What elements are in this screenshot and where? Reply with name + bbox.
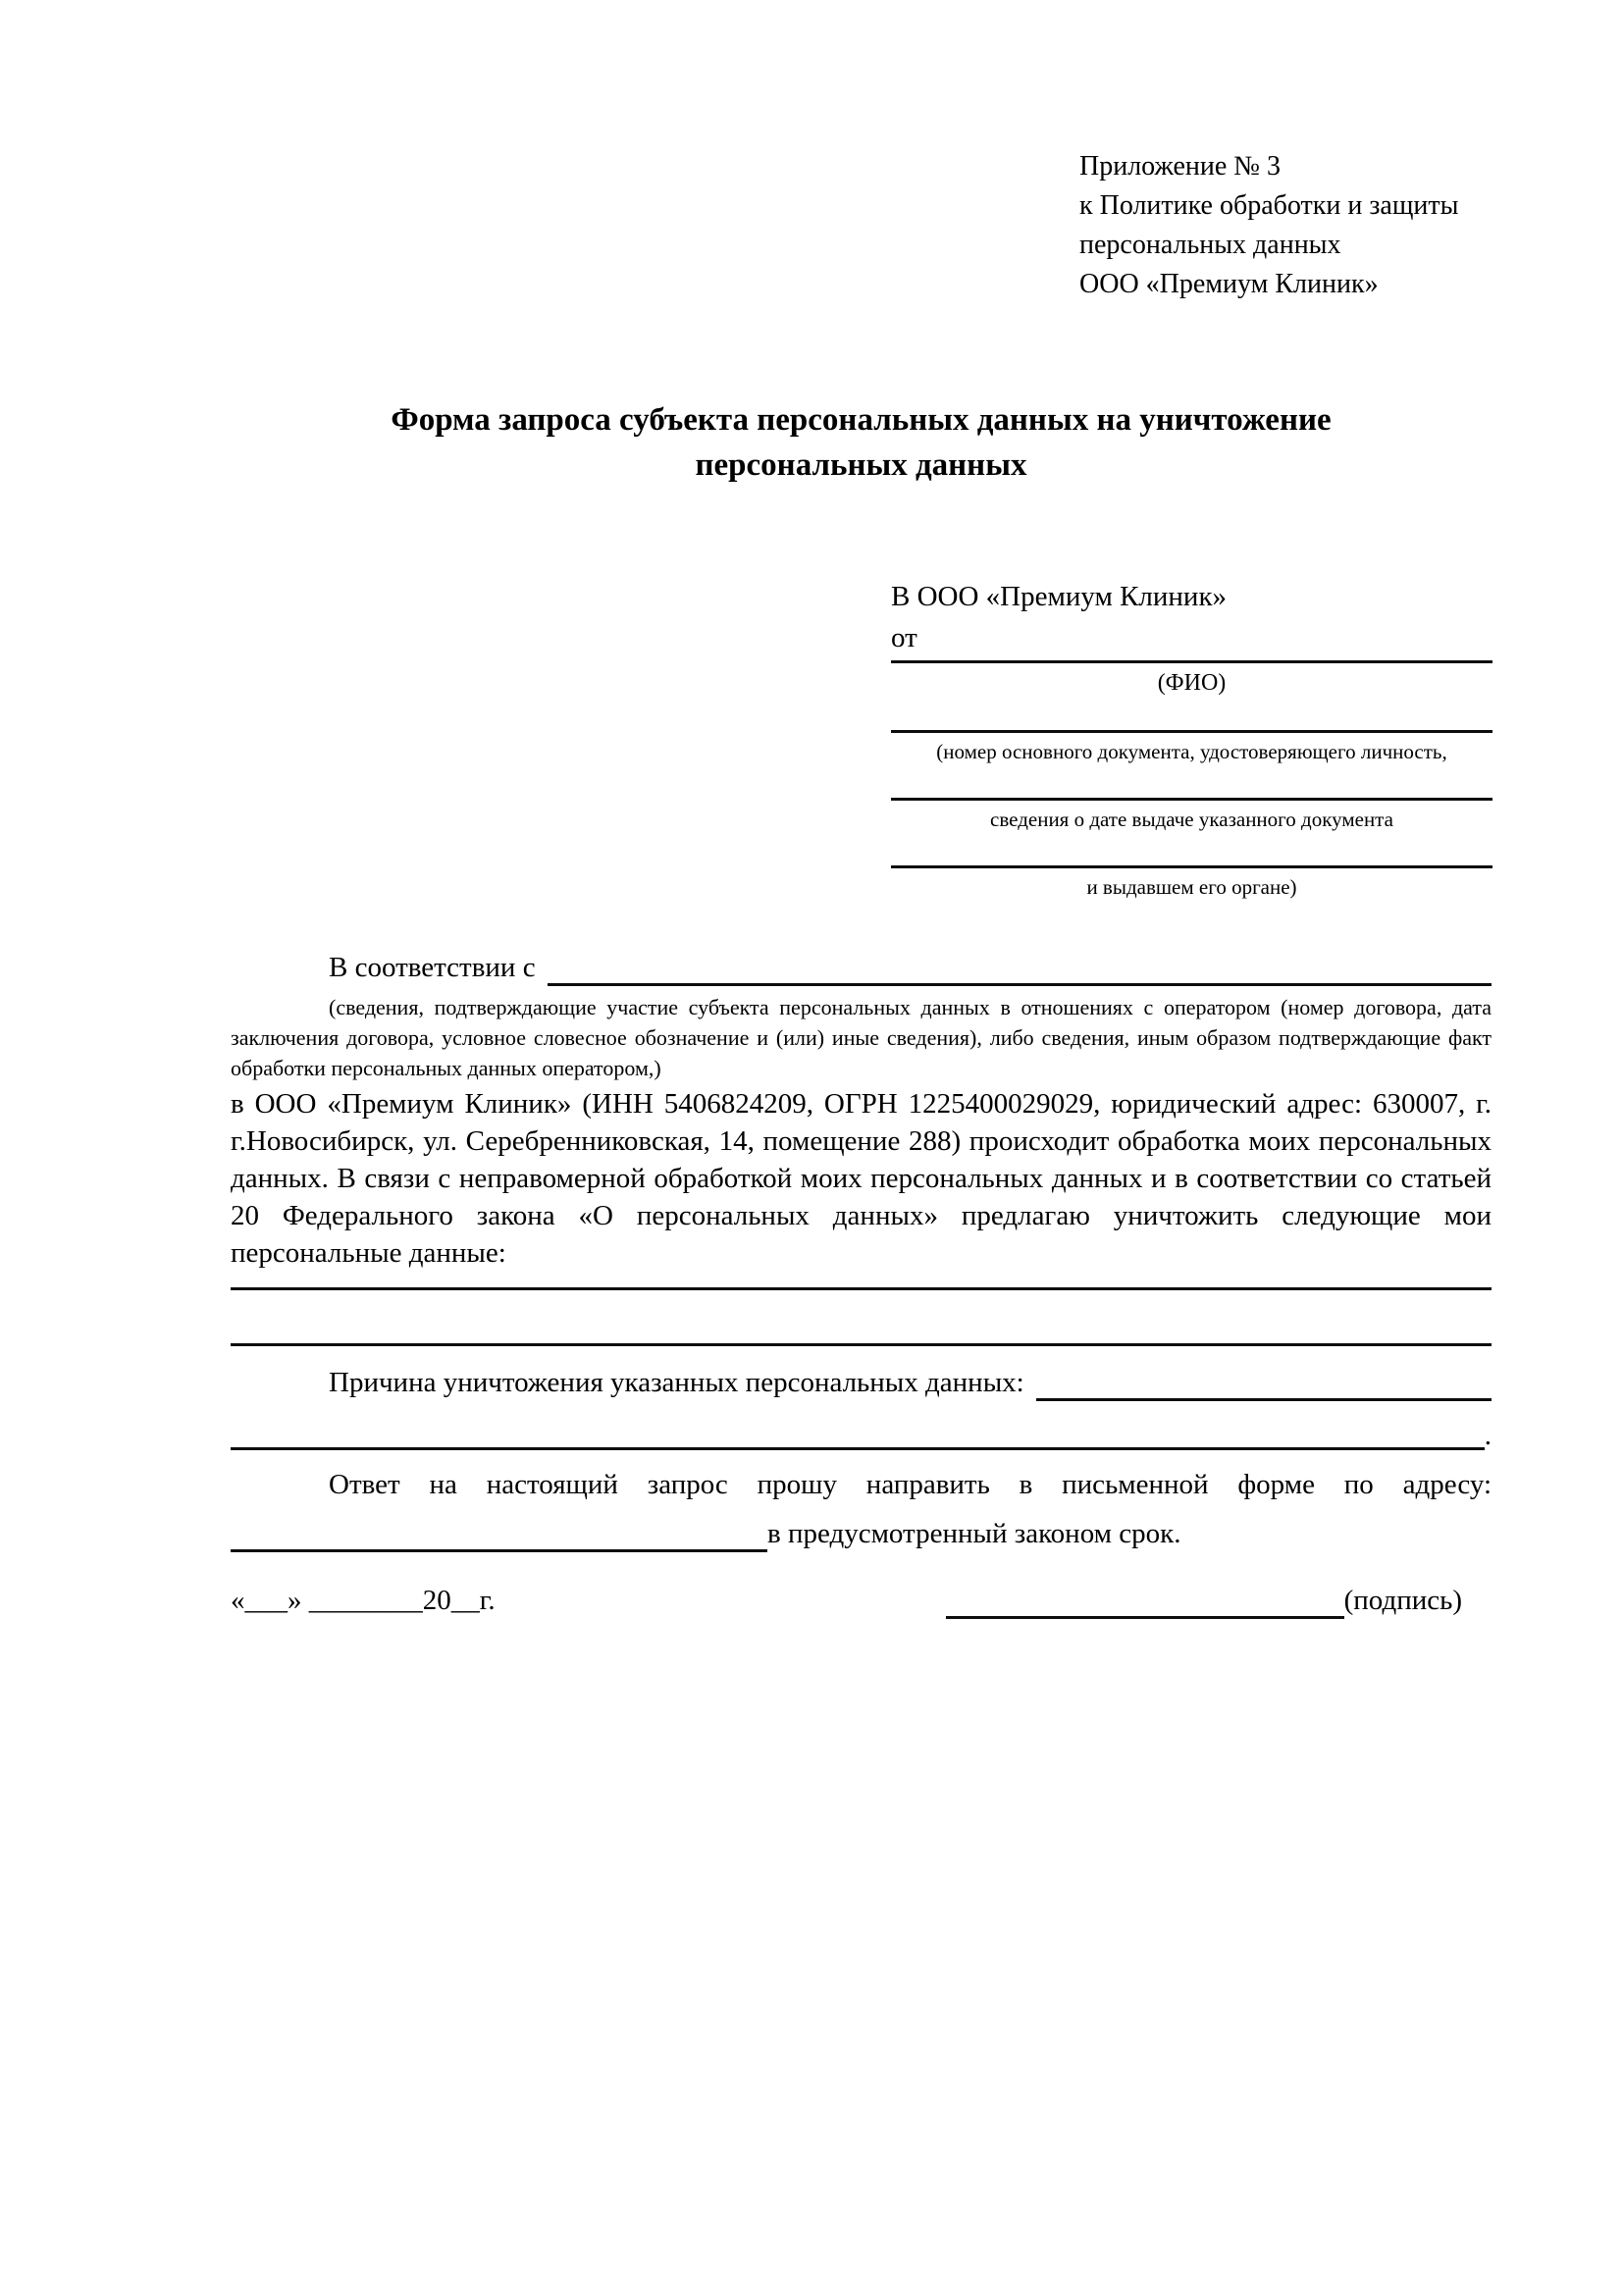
appendix-line: к Политике обработки и защиты: [1079, 190, 1459, 221]
main-paragraph: в ООО «Премиум Клиник» (ИНН 5406824209, ОГРН 1225400029029, юридический адрес: 630007, г. г.Новосибирск, ул. Серебренниковская, 14, помещение 288) происходит обработка моих персональных данных. В связи с неправомерной обработкой моих персональных данных и в соответствии со статьей 20 Федерального закона «О персональных данных» предлагаю уничтожить следующие мои персональные данные:: [231, 1088, 1492, 1269]
issuing-authority-fill-line: [891, 863, 1492, 868]
footer: [231, 1582, 1492, 1619]
date-line: «___» ________20__г.: [231, 1585, 496, 1616]
reason-line: [231, 1362, 1492, 1401]
signature-label: (подпись): [1343, 1585, 1462, 1616]
response-paragraph: Ответ на настоящий запрос прошу направить в письменной форме по адресу:: [329, 1469, 1492, 1500]
reason-fill-line: [1036, 1369, 1492, 1401]
appendix-note: [1079, 147, 1492, 304]
response-suffix: в предусмотренный законом срок.: [767, 1518, 1181, 1549]
personal-data-fill-line-1: [231, 1287, 1492, 1290]
response-address-line: [231, 1513, 1492, 1552]
issue-date-label: сведения о дате выдаче указанного документа: [990, 808, 1393, 831]
fio-fill-line: [891, 658, 1492, 663]
accordance-line: [231, 947, 1492, 986]
fio-field: [891, 658, 1492, 697]
appendix-line: персональных данных: [1079, 230, 1341, 260]
document-number-field: [891, 728, 1492, 764]
reason-fill-line-2: [231, 1418, 1485, 1450]
address-fill-line: [231, 1520, 767, 1552]
document-number-label: (номер основного документа, удостоверяющего личность,: [936, 740, 1447, 763]
trailing-period: .: [1484, 1420, 1492, 1451]
addressee-block: [891, 576, 1492, 900]
accordance-note: (сведения, подтверждающие участие субъекта персональных данных в отношениях с оператором (номер договора, дата заключения договора, условное словесное обозначение и (или) иные сведения), либо сведения, иным образом подтверждающие факт обработки персональных данных оператором,): [231, 995, 1492, 1080]
document-title: Форма запроса субъекта персональных данных на уничтожение персональных данных: [391, 402, 1332, 483]
signature-line: [946, 1582, 1492, 1619]
appendix-line: Приложение № 3: [1079, 151, 1281, 182]
issue-date-fill-line: [891, 796, 1492, 801]
reason-continuation-line: [231, 1421, 1492, 1450]
signature-fill-line: [946, 1587, 1344, 1619]
accordance-prefix: В соответствии с: [329, 952, 536, 983]
addressee-from-line: от: [891, 622, 917, 653]
issuing-authority-label: и выдавшем его органе): [1086, 875, 1297, 899]
appendix-line: ООО «Премиум Клиник»: [1079, 269, 1379, 299]
issuing-authority-field: [891, 863, 1492, 900]
reason-label: Причина уничтожения указанных персональных данных:: [329, 1367, 1024, 1398]
accordance-fill-line: [548, 954, 1492, 986]
fio-label: (ФИО): [1157, 670, 1227, 696]
addressee-to-line: В ООО «Премиум Клиник»: [891, 581, 1228, 612]
issue-date-field: [891, 796, 1492, 832]
document-number-fill-line: [891, 728, 1492, 733]
personal-data-fill-line-2: [231, 1343, 1492, 1346]
